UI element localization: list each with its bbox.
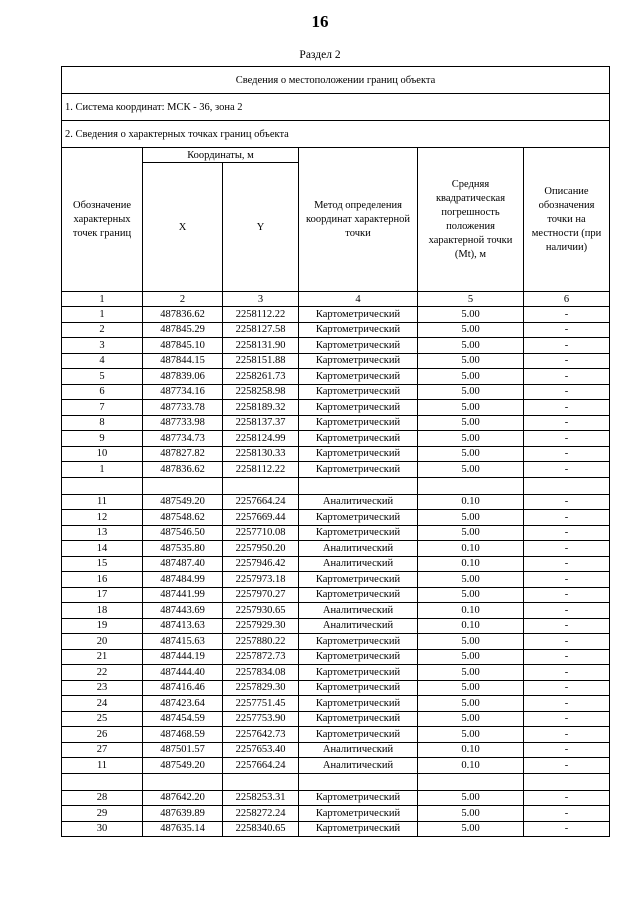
- error-value: 5.00: [418, 510, 524, 526]
- x-coordinate: 487444.40: [143, 665, 223, 681]
- point-id: 3: [62, 338, 143, 354]
- point-id: 24: [62, 696, 143, 712]
- description: -: [524, 742, 610, 758]
- column-number: 2: [143, 292, 223, 307]
- table-row: [62, 322, 610, 338]
- x-coordinate: 487535.80: [143, 541, 223, 557]
- column-number: 3: [223, 292, 299, 307]
- point-id: 28: [62, 790, 143, 806]
- point-id: 10: [62, 446, 143, 462]
- method: Картометрический: [299, 806, 418, 822]
- error-value: 5.00: [418, 727, 524, 743]
- x-coordinate: 487441.99: [143, 587, 223, 603]
- x-coordinate: 487845.29: [143, 322, 223, 338]
- x-coordinate: 487845.10: [143, 338, 223, 354]
- header-y: Y: [223, 163, 299, 292]
- error-value: 5.00: [418, 649, 524, 665]
- table-row: [62, 587, 610, 603]
- y-coordinate: 2257753.90: [223, 711, 299, 727]
- method: Картометрический: [299, 634, 418, 650]
- point-id: 14: [62, 541, 143, 557]
- point-id: 12: [62, 510, 143, 526]
- error-value: 5.00: [418, 369, 524, 385]
- y-coordinate: 2257751.45: [223, 696, 299, 712]
- method: Картометрический: [299, 322, 418, 338]
- point-id: 18: [62, 603, 143, 619]
- x-coordinate: 487487.40: [143, 556, 223, 572]
- description: -: [524, 541, 610, 557]
- table-row: [62, 541, 610, 557]
- description: -: [524, 494, 610, 510]
- point-id: 23: [62, 680, 143, 696]
- error-value: 5.00: [418, 353, 524, 369]
- description: -: [524, 556, 610, 572]
- column-number: 4: [299, 292, 418, 307]
- error-value: 0.10: [418, 556, 524, 572]
- method: Картометрический: [299, 525, 418, 541]
- table-row: [62, 711, 610, 727]
- empty-cell: [223, 477, 299, 494]
- method: Картометрический: [299, 307, 418, 323]
- y-coordinate: 2257642.73: [223, 727, 299, 743]
- table-body: [62, 307, 610, 837]
- error-value: 5.00: [418, 307, 524, 323]
- description: -: [524, 634, 610, 650]
- description: -: [524, 618, 610, 634]
- method: Картометрический: [299, 338, 418, 354]
- y-coordinate: 2258258.98: [223, 384, 299, 400]
- method: Аналитический: [299, 742, 418, 758]
- method: Картометрический: [299, 462, 418, 478]
- y-coordinate: 2258261.73: [223, 369, 299, 385]
- header-error: Средняя квадратическая погрешность положения характерной точки (Mt), м: [418, 148, 524, 292]
- column-number: 1: [62, 292, 143, 307]
- method: Картометрический: [299, 572, 418, 588]
- description: -: [524, 680, 610, 696]
- point-id: 2: [62, 322, 143, 338]
- method: Картометрический: [299, 369, 418, 385]
- method: Картометрический: [299, 353, 418, 369]
- empty-cell: [524, 477, 610, 494]
- y-coordinate: 2257829.30: [223, 680, 299, 696]
- empty-cell: [223, 773, 299, 790]
- y-coordinate: 2257834.08: [223, 665, 299, 681]
- description: -: [524, 462, 610, 478]
- x-coordinate: 487844.15: [143, 353, 223, 369]
- error-value: 5.00: [418, 384, 524, 400]
- section-label: Раздел 2: [299, 49, 341, 61]
- x-coordinate: 487423.64: [143, 696, 223, 712]
- y-coordinate: 2258340.65: [223, 821, 299, 837]
- table-row: [62, 572, 610, 588]
- x-coordinate: 487635.14: [143, 821, 223, 837]
- error-value: 0.10: [418, 494, 524, 510]
- method: Картометрический: [299, 696, 418, 712]
- table-title: Сведения о местоположении границ объекта: [62, 67, 610, 94]
- error-value: 5.00: [418, 821, 524, 837]
- table-row: [62, 634, 610, 650]
- y-coordinate: 2257973.18: [223, 572, 299, 588]
- description: -: [524, 446, 610, 462]
- y-coordinate: 2258151.88: [223, 353, 299, 369]
- method: Картометрический: [299, 665, 418, 681]
- error-value: 5.00: [418, 665, 524, 681]
- table-row: [62, 510, 610, 526]
- point-id: 1: [62, 462, 143, 478]
- error-value: 5.00: [418, 415, 524, 431]
- description: -: [524, 338, 610, 354]
- table-row: [62, 462, 610, 478]
- point-id: 19: [62, 618, 143, 634]
- y-coordinate: 2258272.24: [223, 806, 299, 822]
- point-id: 21: [62, 649, 143, 665]
- table-row: [62, 680, 610, 696]
- description: -: [524, 821, 610, 837]
- y-coordinate: 2258112.22: [223, 307, 299, 323]
- empty-cell: [143, 477, 223, 494]
- y-coordinate: 2257664.24: [223, 494, 299, 510]
- description: -: [524, 353, 610, 369]
- error-value: 5.00: [418, 572, 524, 588]
- coordinate-system: 1. Система координат: МСК - 36, зона 2: [62, 94, 610, 121]
- empty-cell: [299, 477, 418, 494]
- description: -: [524, 572, 610, 588]
- point-id: 11: [62, 758, 143, 774]
- header-x: X: [143, 163, 223, 292]
- header-description: Описание обозначения точки на местности (при наличии): [524, 148, 610, 292]
- y-coordinate: 2258130.33: [223, 446, 299, 462]
- table-row: [62, 400, 610, 416]
- y-coordinate: 2257970.27: [223, 587, 299, 603]
- method: Картометрический: [299, 649, 418, 665]
- empty-cell: [299, 773, 418, 790]
- table-row: [62, 649, 610, 665]
- description: -: [524, 415, 610, 431]
- column-number: 5: [418, 292, 524, 307]
- table-row: [62, 307, 610, 323]
- page-number: 16: [311, 12, 329, 31]
- table-row: [62, 665, 610, 681]
- description: -: [524, 665, 610, 681]
- method: Картометрический: [299, 384, 418, 400]
- table-row: [62, 696, 610, 712]
- description: -: [524, 322, 610, 338]
- x-coordinate: 487836.62: [143, 307, 223, 323]
- x-coordinate: 487642.20: [143, 790, 223, 806]
- table-row: [62, 821, 610, 837]
- table-row: [62, 494, 610, 510]
- table-row: [62, 353, 610, 369]
- y-coordinate: 2258189.32: [223, 400, 299, 416]
- error-value: 5.00: [418, 400, 524, 416]
- x-coordinate: 487501.57: [143, 742, 223, 758]
- method: Картометрический: [299, 431, 418, 447]
- point-id: 29: [62, 806, 143, 822]
- y-coordinate: 2257929.30: [223, 618, 299, 634]
- error-value: 0.10: [418, 618, 524, 634]
- description: -: [524, 649, 610, 665]
- table-row: [62, 369, 610, 385]
- table-row: [62, 806, 610, 822]
- error-value: 5.00: [418, 338, 524, 354]
- description: -: [524, 603, 610, 619]
- x-coordinate: 487444.19: [143, 649, 223, 665]
- column-number: 6: [524, 292, 610, 307]
- table-row: [62, 758, 610, 774]
- method: Картометрический: [299, 680, 418, 696]
- method: Аналитический: [299, 556, 418, 572]
- x-coordinate: 487549.20: [143, 494, 223, 510]
- description: -: [524, 525, 610, 541]
- y-coordinate: 2257664.24: [223, 758, 299, 774]
- point-id: 26: [62, 727, 143, 743]
- error-value: 5.00: [418, 806, 524, 822]
- description: -: [524, 696, 610, 712]
- method: Картометрический: [299, 821, 418, 837]
- y-coordinate: 2257930.65: [223, 603, 299, 619]
- point-id: 17: [62, 587, 143, 603]
- error-value: 5.00: [418, 587, 524, 603]
- description: -: [524, 790, 610, 806]
- x-coordinate: 487549.20: [143, 758, 223, 774]
- empty-cell: [62, 477, 143, 494]
- x-coordinate: 487827.82: [143, 446, 223, 462]
- point-id: 30: [62, 821, 143, 837]
- description: -: [524, 431, 610, 447]
- point-id: 22: [62, 665, 143, 681]
- x-coordinate: 487733.98: [143, 415, 223, 431]
- method: Аналитический: [299, 618, 418, 634]
- y-coordinate: 2258253.31: [223, 790, 299, 806]
- empty-cell: [524, 773, 610, 790]
- x-coordinate: 487546.50: [143, 525, 223, 541]
- x-coordinate: 487733.78: [143, 400, 223, 416]
- y-coordinate: 2258127.58: [223, 322, 299, 338]
- table-row: [62, 790, 610, 806]
- method: Аналитический: [299, 603, 418, 619]
- header-point: Обозначение характерных точек границ: [62, 148, 143, 292]
- method: Аналитический: [299, 541, 418, 557]
- header-method: Метод определения координат характерной точки: [299, 148, 418, 292]
- description: -: [524, 307, 610, 323]
- empty-cell: [62, 773, 143, 790]
- method: Картометрический: [299, 400, 418, 416]
- description: -: [524, 711, 610, 727]
- table-row: [62, 446, 610, 462]
- point-id: 11: [62, 494, 143, 510]
- y-coordinate: 2257653.40: [223, 742, 299, 758]
- y-coordinate: 2257880.22: [223, 634, 299, 650]
- y-coordinate: 2258112.22: [223, 462, 299, 478]
- x-coordinate: 487639.89: [143, 806, 223, 822]
- separator-row: [62, 477, 610, 494]
- method: Картометрический: [299, 415, 418, 431]
- y-coordinate: 2257669.44: [223, 510, 299, 526]
- method: Картометрический: [299, 510, 418, 526]
- point-id: 16: [62, 572, 143, 588]
- description: -: [524, 758, 610, 774]
- y-coordinate: 2257872.73: [223, 649, 299, 665]
- table-row: [62, 338, 610, 354]
- method: Аналитический: [299, 758, 418, 774]
- x-coordinate: 487468.59: [143, 727, 223, 743]
- description: -: [524, 369, 610, 385]
- y-coordinate: 2257946.42: [223, 556, 299, 572]
- table-row: [62, 556, 610, 572]
- y-coordinate: 2258137.37: [223, 415, 299, 431]
- point-id: 1: [62, 307, 143, 323]
- error-value: 5.00: [418, 462, 524, 478]
- error-value: 0.10: [418, 541, 524, 557]
- description: -: [524, 587, 610, 603]
- table-row: [62, 727, 610, 743]
- method: Картометрический: [299, 446, 418, 462]
- point-id: 5: [62, 369, 143, 385]
- table-row: [62, 415, 610, 431]
- error-value: 0.10: [418, 603, 524, 619]
- error-value: 5.00: [418, 790, 524, 806]
- method: Картометрический: [299, 790, 418, 806]
- table-row: [62, 525, 610, 541]
- error-value: 5.00: [418, 680, 524, 696]
- empty-cell: [418, 773, 524, 790]
- separator-row: [62, 773, 610, 790]
- error-value: 5.00: [418, 525, 524, 541]
- x-coordinate: 487484.99: [143, 572, 223, 588]
- x-coordinate: 487548.62: [143, 510, 223, 526]
- description: -: [524, 727, 610, 743]
- description: -: [524, 510, 610, 526]
- y-coordinate: 2258131.90: [223, 338, 299, 354]
- point-id: 9: [62, 431, 143, 447]
- point-id: 4: [62, 353, 143, 369]
- table-row: [62, 384, 610, 400]
- description: -: [524, 400, 610, 416]
- x-coordinate: 487839.06: [143, 369, 223, 385]
- table-row: [62, 742, 610, 758]
- error-value: 0.10: [418, 758, 524, 774]
- method: Аналитический: [299, 494, 418, 510]
- description: -: [524, 806, 610, 822]
- point-id: 7: [62, 400, 143, 416]
- points-heading: 2. Сведения о характерных точках границ объекта: [62, 121, 610, 148]
- point-id: 20: [62, 634, 143, 650]
- y-coordinate: 2257710.08: [223, 525, 299, 541]
- point-id: 25: [62, 711, 143, 727]
- point-id: 15: [62, 556, 143, 572]
- method: Картометрический: [299, 711, 418, 727]
- x-coordinate: 487443.69: [143, 603, 223, 619]
- error-value: 5.00: [418, 446, 524, 462]
- x-coordinate: 487836.62: [143, 462, 223, 478]
- description: -: [524, 384, 610, 400]
- table-row: [62, 603, 610, 619]
- point-id: 27: [62, 742, 143, 758]
- method: Картометрический: [299, 727, 418, 743]
- x-coordinate: 487415.63: [143, 634, 223, 650]
- empty-cell: [143, 773, 223, 790]
- header-coordinates: Координаты, м: [143, 148, 299, 163]
- x-coordinate: 487454.59: [143, 711, 223, 727]
- y-coordinate: 2257950.20: [223, 541, 299, 557]
- point-id: 6: [62, 384, 143, 400]
- empty-cell: [418, 477, 524, 494]
- x-coordinate: 487734.16: [143, 384, 223, 400]
- point-id: 13: [62, 525, 143, 541]
- x-coordinate: 487413.63: [143, 618, 223, 634]
- error-value: 5.00: [418, 696, 524, 712]
- point-id: 8: [62, 415, 143, 431]
- boundary-points-table: [61, 66, 610, 837]
- method: Картометрический: [299, 587, 418, 603]
- table-row: [62, 618, 610, 634]
- error-value: 5.00: [418, 711, 524, 727]
- y-coordinate: 2258124.99: [223, 431, 299, 447]
- error-value: 5.00: [418, 431, 524, 447]
- error-value: 0.10: [418, 742, 524, 758]
- table-row: [62, 431, 610, 447]
- x-coordinate: 487734.73: [143, 431, 223, 447]
- error-value: 5.00: [418, 322, 524, 338]
- error-value: 5.00: [418, 634, 524, 650]
- x-coordinate: 487416.46: [143, 680, 223, 696]
